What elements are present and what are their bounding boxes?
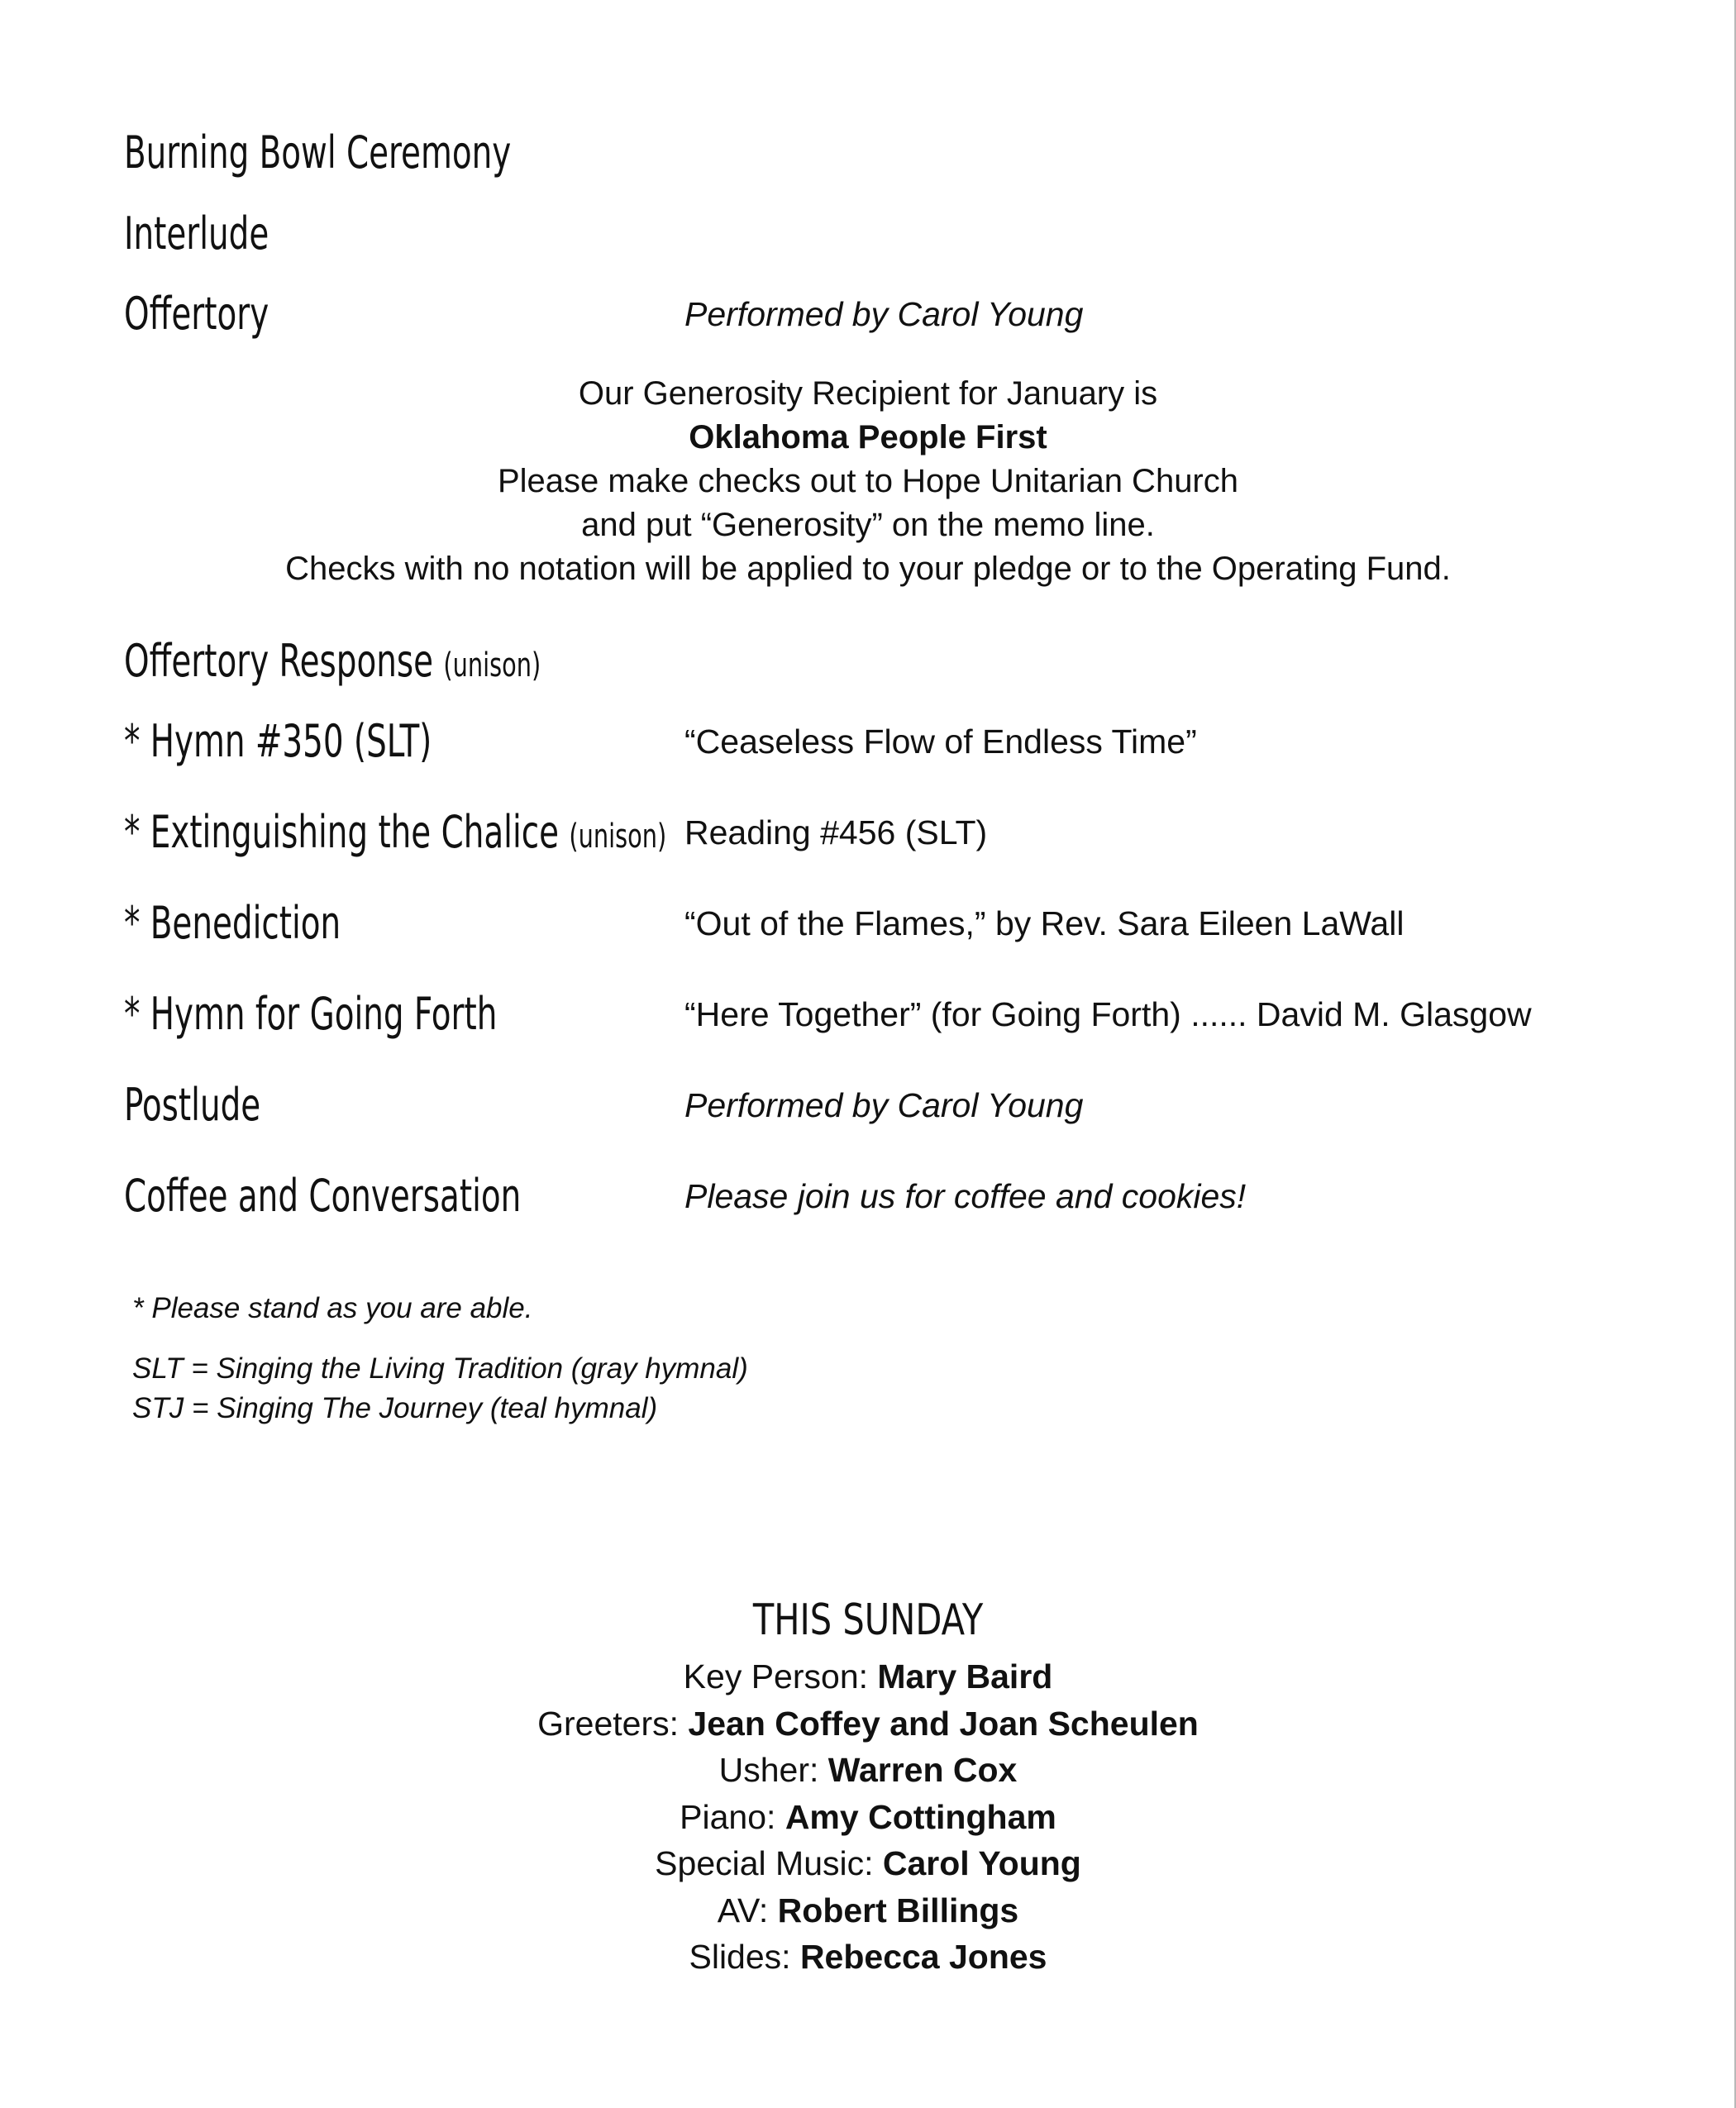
service-item-description: “Out of the Flames,” by Rev. Sara Eileen LaWall (684, 904, 1405, 942)
service-item-label-text: * Extinguishing the Chalice (124, 806, 570, 858)
service-item-label-text: Offertory (124, 288, 269, 340)
generosity-notation-line: Checks with no notation will be applied to your pledge or to the Operating Fund. (285, 551, 1451, 587)
generosity-memo-line: and put “Generosity” on the memo line. (581, 507, 1155, 543)
stand-note: * Please stand as you are able. (132, 1292, 533, 1324)
volunteer-name: Jean Coffey and Joan Scheulen (688, 1704, 1199, 1743)
service-item-label (124, 209, 269, 263)
service-item-label (124, 637, 541, 690)
generosity-checks-line: Please make checks out to Hope Unitarian Church (497, 463, 1238, 499)
service-item-label (124, 990, 497, 1043)
service-item-label-text: Postlude (124, 1079, 261, 1131)
service-item-label-text: Interlude (124, 207, 269, 260)
service-item-description: Reading #456 (SLT) (684, 813, 988, 851)
service-item-label (124, 1171, 521, 1225)
service-item-label (124, 1080, 260, 1134)
volunteer-role: Key Person: (683, 1657, 878, 1695)
volunteer-name: Mary Baird (877, 1657, 1053, 1695)
service-item-label-text: Coffee and Conversation (124, 1170, 522, 1222)
this-sunday-title: THIS SUNDAY (752, 1595, 984, 1645)
volunteer-line (0, 1653, 1736, 1700)
service-item-description: Performed by Carol Young (684, 295, 1084, 333)
stj-legend: STJ = Singing The Journey (teal hymnal) (132, 1392, 658, 1424)
service-item-label (124, 289, 269, 343)
service-item-label-text: * Hymn for Going Forth (124, 988, 498, 1040)
volunteer-name: Amy Cottingham (785, 1797, 1056, 1836)
service-item-description: Please join us for coffee and cookies! (684, 1177, 1247, 1215)
volunteer-line (0, 1934, 1736, 1981)
generosity-recipient: Oklahoma People First (689, 419, 1047, 455)
service-item-sublabel: (unison) (443, 646, 541, 684)
service-item-label-text: Offertory Response (124, 635, 444, 687)
service-item-description: “Ceaseless Flow of Endless Time” (684, 723, 1197, 761)
service-item-label (124, 128, 511, 182)
this-sunday-section (0, 1587, 1736, 1981)
service-item-label-text: * Benediction (124, 897, 341, 949)
volunteer-role: Slides: (689, 1938, 800, 1976)
volunteer-role: Special Music: (655, 1844, 883, 1882)
volunteer-name: Robert Billings (777, 1891, 1019, 1929)
service-item-label (124, 808, 666, 861)
service-item-description: Performed by Carol Young (684, 1086, 1084, 1124)
volunteer-name: Carol Young (882, 1844, 1081, 1882)
service-item-sublabel: (unison) (569, 818, 667, 856)
volunteer-role: Piano: (680, 1797, 785, 1836)
generosity-notice (0, 372, 1736, 591)
volunteer-role: Usher: (718, 1751, 828, 1789)
slt-legend: SLT = Singing the Living Tradition (gray hymnal) (132, 1352, 748, 1385)
volunteer-line (0, 1747, 1736, 1794)
service-item-label-text: * Hymn #350 (SLT) (124, 715, 432, 767)
volunteer-name: Warren Cox (827, 1751, 1018, 1789)
volunteer-line (0, 1794, 1736, 1841)
service-item-label (124, 717, 432, 770)
volunteer-name: Rebecca Jones (799, 1938, 1047, 1976)
volunteer-line (0, 1700, 1736, 1748)
volunteer-line (0, 1887, 1736, 1934)
volunteer-role: Greeters: (537, 1704, 689, 1743)
service-item-label (124, 899, 341, 952)
generosity-intro: Our Generosity Recipient for January is (578, 375, 1158, 412)
service-item-description: “Here Together” (for Going Forth) ...... David M. Glasgow (684, 995, 1532, 1033)
volunteer-line (0, 1840, 1736, 1887)
volunteer-role: AV: (717, 1891, 778, 1929)
service-item-label-text: Burning Bowl Ceremony (124, 126, 512, 179)
